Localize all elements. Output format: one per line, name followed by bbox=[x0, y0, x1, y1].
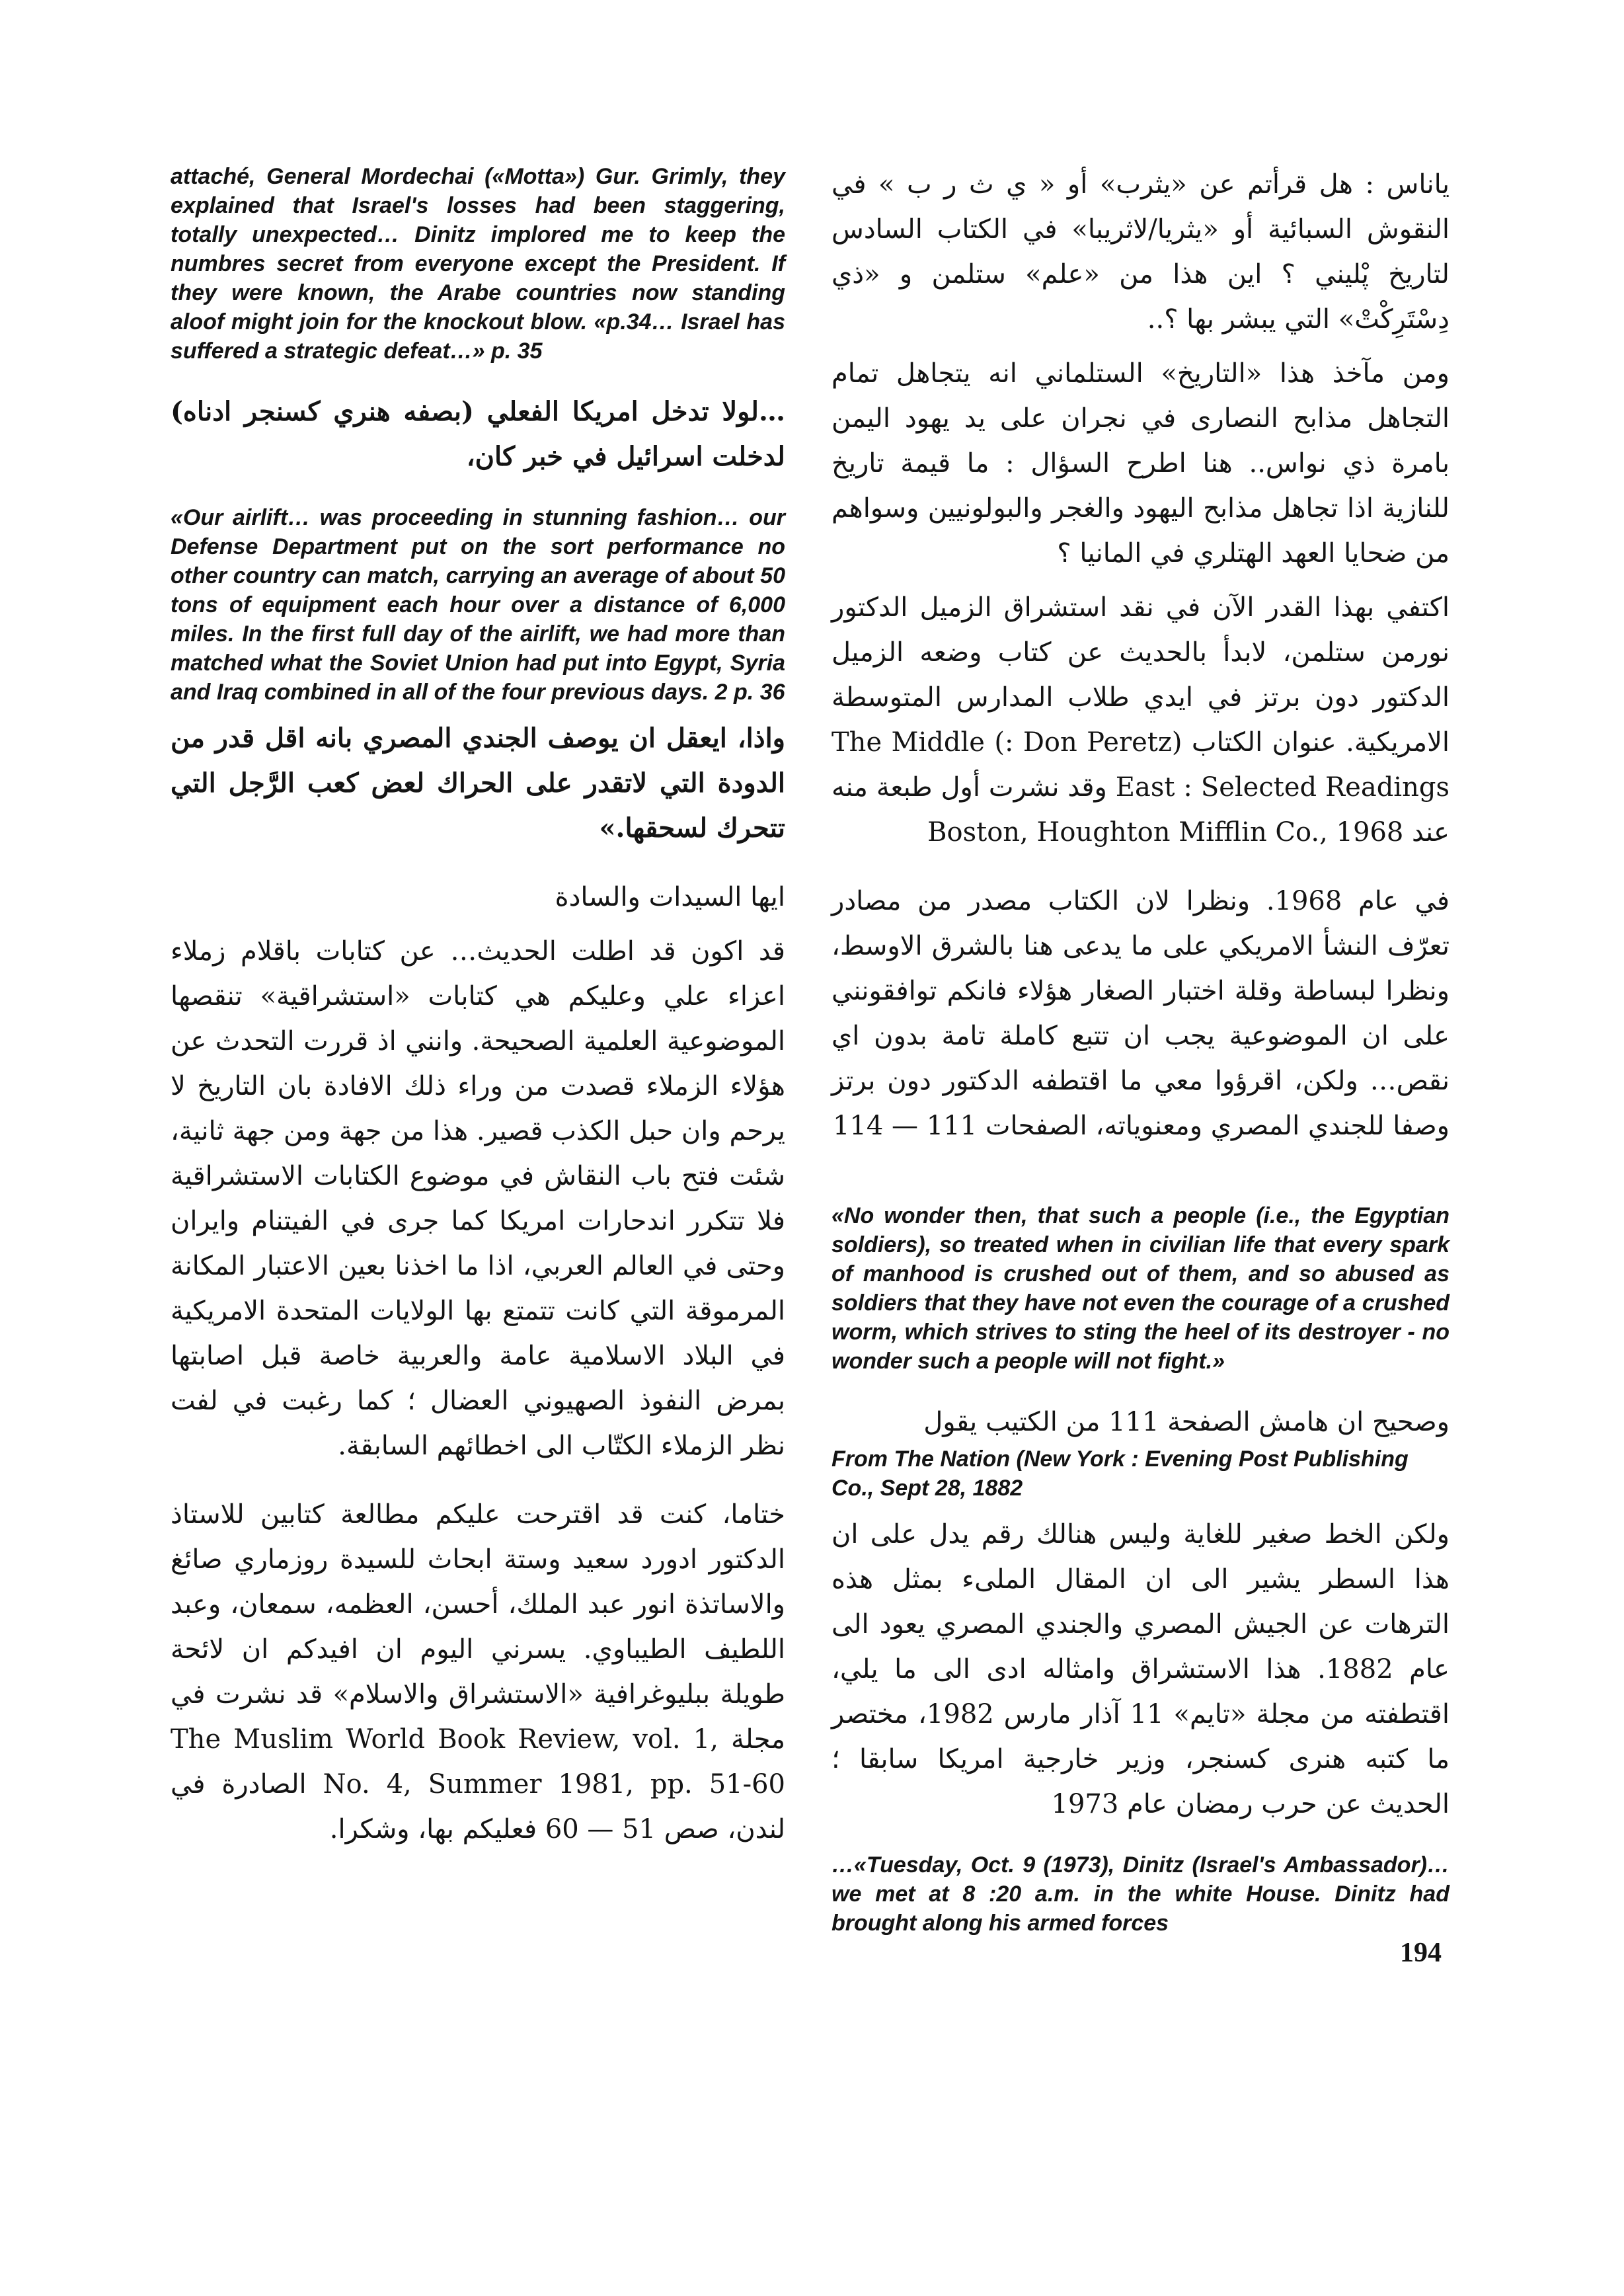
left-column bbox=[171, 162, 785, 1852]
arabic-salutation: ايها السيدات والسادة bbox=[555, 882, 785, 912]
english-quote-block: «Our airlift… was proceeding in stunning fashion… our Defense Department put on the sort performance no other country can match, carrying an average of about 50 tons of equipment each hour over a distance of 6,000 miles. In the first full day of the airlift, we had more than matched what the Soviet Union had put into Egypt, Syria and Iraq combined in all of the four previous days. 2 p. 36 bbox=[171, 505, 785, 705]
arabic-paragraph: ولكن الخط صغير للغاية وليس هنالك رقم يدل على ان هذا السطر يشير الى ان المقال الملىء بمثل هذه الترهات عن الجيش المصري والجندي المصري يعود الى عام 1882. هذا الاستشراق وامثاله ادى الى ما يلي، اقتطفته من مجلة «تايم» 11 آذار مارس 1982، مختصر ما كتبه هنرى كسنجر، وزير خارجية امريكا سابقا ؛ الحديث عن حرب رمضان عام 1973 bbox=[831, 1519, 1450, 1819]
arabic-paragraph: ياناس : هل قرأتم عن «يثرب» أو « ي ث ر ب » في النقوش السبائية أو «يثريا/لاثريبا» في الكتاب السادس لتاريخ پْليني ؟ اين هذا من «علم» ستلمن و «ذي دِسْتَرِكْتْ» التي يبشر بها ؟.. bbox=[831, 169, 1450, 335]
english-citation: From The Nation (New York : Evening Post Publishing Co., Sept 28, 1882 bbox=[831, 1446, 1409, 1501]
page-number: 194 bbox=[1400, 1938, 1442, 1968]
arabic-paragraph: ختاما، كنت قد اقترحت عليكم مطالعة كتابين للاستاذ الدكتور ادورد سعيد وستة ابحاث للسيدة روزماري صائغ والاساتذة انور عبد الملك، أحسن، العظمه، سمعان، وعبد اللطيف الطيباوي. يسرني اليوم ان افيدكم ان لائحة طويلة ببليوغرافية «الاستشراق والاسلام» قد نشرت في مجلة The Muslim World Book Review, vol. 1, No. 4, Summer 1981, pp. 51-60 الصادرة في لندن، صص 51 — 60 فعليكم بها، وشكرا. bbox=[171, 1499, 786, 1844]
english-quote-block: …«Tuesday, Oct. 9 (1973), Dinitz (Israel's Ambassador)… we met at 8 :20 a.m. in the white House. Dinitz had brought along his armed forces bbox=[831, 1852, 1450, 1936]
arabic-paragraph: قد اكون قد اطلت الحديث… عن كتابات باقلام زملاء اعزاء علي وعليكم هي كتابات «استشراقية» تنقصها الموضوعية العلمية الصحيحة. وانني اذ قررت التحدث عن هؤلاء الزملاء قصدت من وراء ذلك الافادة بان التاريخ لا يرحم وان حبل الكذب قصير. هذا من جهة ومن جهة ثانية، شئت فتح باب النقاش في موضوع الكتابات الاستشراقية فلا تتكرر اندحارات امريكا كما جرى في الفيتنام وايران وحتى في العالم العربي، اذا ما اخذنا بعين الاعتبار المكانة المرموقة التي كانت تتمتع بها الولايات المتحدة الامريكية في البلاد الاسلامية عامة والعربية خاصة قبل اصابتها بمرض النفوذ الصهيوني العضال ؛ كما رغبت في لفت نظر الزملاء الكتّاب الى اخطائهم السابقة. bbox=[171, 936, 786, 1461]
arabic-paragraph: في عام 1968. ونظرا لان الكتاب مصدر من مصادر تعرّف النشأ الامريكي على ما يدعى هنا بالشرق الاوسط، ونظرا لبساطة وقلة اختبار الصغار هؤلاء فانكم توافقونني على ان الموضوعية يجب ان تتبع كاملة تامة بدون اي نقص… ولكن، اقرؤوا معي ما اقتطفه الدكتور دون برتز وصفا للجندي المصري ومعنوياته، الصفحات 111 — 114 bbox=[831, 886, 1450, 1141]
arabic-paragraph: واذا، ايعقل ان يوصف الجندي المصري بانه اقل قدر من الدودة التي لاتقدر على الحراك لعض كعب الرَّجل التي تتحرك لسحقها.» bbox=[171, 723, 785, 844]
arabic-paragraph: اكتفي بهذا القدر الآن في نقد استشراق الزميل الدكتور نورمن ستلمن، لابدأ بالحديث عن كتاب وضعه الزميل الدكتور دون برتز في ايدي طلاب المدارس المتوسطة الامريكية. عنوان الكتاب (Don Peretz :) The Middle East : Selected Readings وقد نشرت أول طبعة منه عند Boston, Houghton Mifflin Co., 1968 bbox=[831, 592, 1450, 848]
arabic-paragraph: ومن مآخذ هذا «التاريخ» الستلماني انه يتجاهل تمام التجاهل مذابح النصارى في نجران على يد يهود اليمن بامرة ذي نواس.. هنا اطرح السؤال : ما قيمة تاريخ للنازية اذا تجاهل مذابح اليهود والغجر والبولونيين وسواهم من ضحايا العهد الهتلري في المانيا ؟ bbox=[831, 358, 1450, 569]
arabic-paragraph: …لولا تدخل امريكا الفعلي (بصفه هنري كسنجر ادناه) لدخلت اسرائيل في خبر كان، bbox=[171, 396, 785, 472]
english-quote-block: attaché, General Mordechai («Motta») Gur. Grimly, they explained that Israel's losses had been staggering, totally unexpected… Dinitz implored me to keep the numbres secret from everyone except the President. If they were known, the Arabe countries now standing aloof might join for the knockout blow. «p.34… Israel has suffered a strategic defeat…» p. 35 bbox=[171, 164, 785, 364]
right-column bbox=[831, 162, 1450, 1938]
arabic-paragraph: وصحيح ان هامش الصفحة 111 من الكتيب يقول bbox=[923, 1407, 1450, 1437]
english-quote-block: «No wonder then, that such a people (i.e., the Egyptian soldiers), so treated when in civilian life that every spark of manhood is crushed out of them, and so abused as soldiers that they have not even the courage of a crushed worm, which strives to sting the heel of its destroyer - no wonder such a people will not fight.» bbox=[831, 1203, 1450, 1374]
